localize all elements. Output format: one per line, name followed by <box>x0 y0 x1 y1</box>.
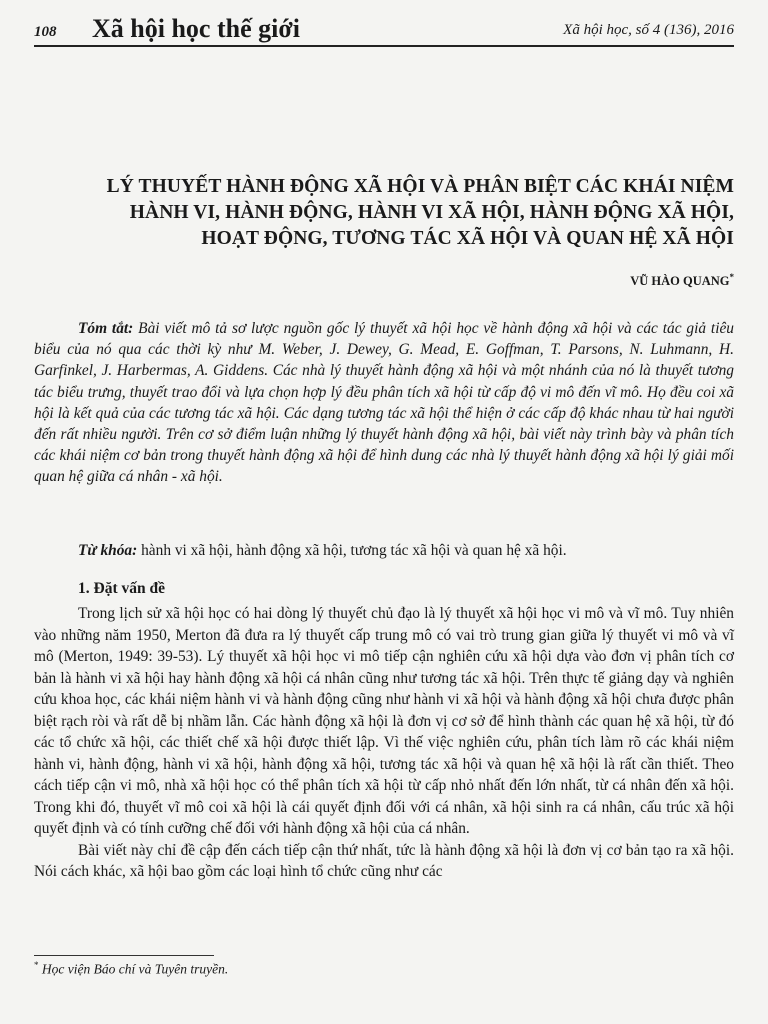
footnote-mark: * <box>34 960 39 970</box>
footnote-rule <box>34 955 214 956</box>
author <box>630 272 734 289</box>
section-heading: 1. Đặt vấn đề <box>78 580 165 597</box>
footnote-text: Học viện Báo chí và Tuyên truyền. <box>41 961 229 977</box>
keywords <box>34 540 734 561</box>
journal-issue: Xã hội học, số 4 (136), 2016 <box>563 22 734 38</box>
page-number: 108 <box>34 24 57 40</box>
keywords-text: hành vi xã hội, hành động xã hội, tương tác xã hội và quan hệ xã hội. <box>137 542 567 559</box>
title-line: LÝ THUYẾT HÀNH ĐỘNG XÃ HỘI VÀ PHÂN BIỆT CÁC KHÁI NIỆM <box>106 176 734 197</box>
body-paragraph: Bài viết này chỉ đề cập đến cách tiếp cận thứ nhất, tức là hành động xã hội là đơn vị cơ bản tạo ra xã hội. Nói cách khác, xã hội bao gồm các loại hình tổ chức cũng như các <box>34 841 734 880</box>
article-body <box>34 603 734 883</box>
title-line: HOẠT ĐỘNG, TƯƠNG TÁC XÃ HỘI VÀ QUAN HỆ XÃ HỘI <box>201 228 734 249</box>
running-header <box>34 14 734 48</box>
header-rule <box>34 45 734 47</box>
author-footnote-mark: * <box>729 272 734 282</box>
author-name: VŨ HÀO QUANG <box>630 274 730 289</box>
article-title <box>34 174 734 252</box>
abstract <box>34 318 734 488</box>
journal-section-name: Xã hội học thế giới <box>92 14 300 43</box>
footnote <box>34 960 228 978</box>
abstract-label: Tóm tắt: <box>78 320 134 337</box>
title-line: HÀNH VI, HÀNH ĐỘNG, HÀNH VI XÃ HỘI, HÀNH ĐỘNG XÃ HỘI, <box>129 202 734 223</box>
abstract-text: Bài viết mô tả sơ lược nguồn gốc lý thuyết xã hội học về hành động xã hội và các tác giả tiêu biểu của nó qua các thời kỳ như M. Weber, J. Dewey, G. Mead, E. Goffman, T. Parsons, N. Luhmann, H. Garfinkel, J. Harbermas, A. Giddens. Các nhà lý thuyết hành động xã hội và một nhánh của nó là thuyết tương tác biểu trưng, thuyết trao đổi và lựa chọn hợp lý đều phân tích xã hội từ cấp độ vi mô đến vĩ mô. Họ đều coi xã hội là kết quả của các tương tác xã hội. Các dạng tương tác xã hội thể hiện ở các cấp độ khác nhau từ hai người đến rất nhiều người. Trên cơ sở điểm luận những lý thuyết hành động xã hội, bài viết này trình bày và phân tích các khái niệm cơ bản trong thuyết hành động xã hội để hình dung các nhà lý thuyết hành động xã hội lý giải mối quan hệ giữa cá nhân - xã hội. <box>34 320 734 486</box>
body-paragraph: Trong lịch sử xã hội học có hai dòng lý thuyết chủ đạo là lý thuyết xã hội học vi mô và vĩ mô. Tuy nhiên vào những năm 1950, Merton đã đưa ra lý thuyết cấp trung mô có vai trò trung gian giữa lý thuyết vi mô và vĩ mô (Merton, 1949: 39-53). Lý thuyết xã hội học vi mô tiếp cận nghiên cứu xã hội dựa vào đơn vị phân tích cơ bản là hành vi xã hội hay hành động xã hội cá nhân cũng như tương tác xã hội. Trên thực tế giảng dạy và nghiên cứu khoa học, các khái niệm hành vi và hành động cũng như hành vi xã hội và hành động xã hội chưa được phân biệt rạch ròi và rất dễ bị nhầm lẫn. Các hành động xã hội là đơn vị cơ sở để hình thành các quan hệ xã hội, từ đó các tổ chức xã hội, các thiết chế xã hội được thiết lập. Vì thế việc nghiên cứu, phân tích làm rõ các khái niệm hành vi, hành động, hành vi xã hội, hành động xã hội, tương tác xã hội và quan hệ xã hội là rất cần thiết. Theo cách tiếp cận vi mô, nhà xã hội học có thể phân tích xã hội từ cấp nhỏ nhất đến lớn nhất, từ cá nhân đến xã hội. Trong khi đó, thuyết vĩ mô coi xã hội là cái quyết định đối với cá nhân, xã hội sinh ra cá nhân, cấu trúc xã hội quyết định và có tính cưỡng chế đối với hành động xã hội của cá nhân. <box>34 605 734 837</box>
keywords-label: Từ khóa: <box>78 542 138 559</box>
